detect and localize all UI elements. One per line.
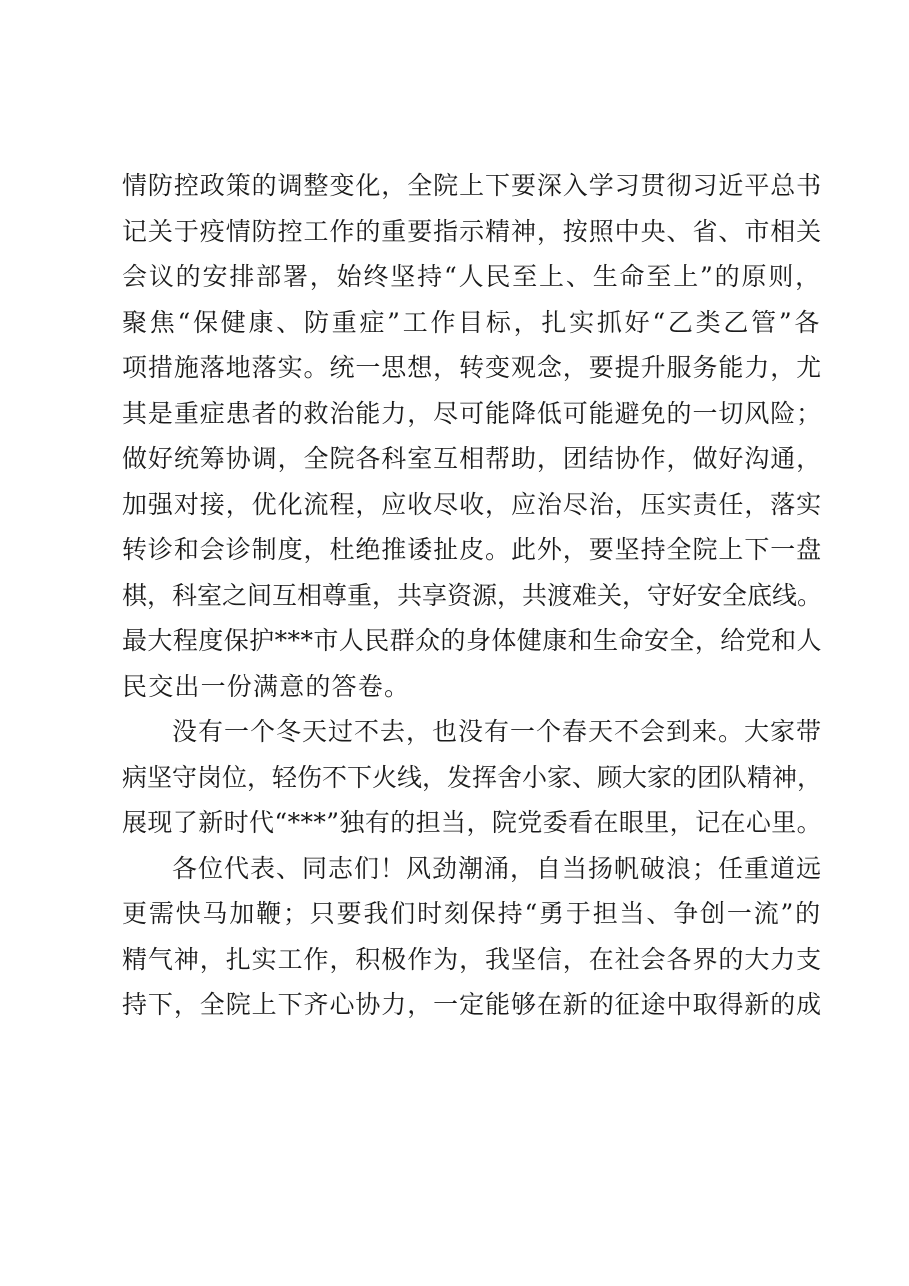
text-line: 记关于疫情防控工作的重要指示精神，按照中央、省、市相关	[122, 216, 823, 246]
text-line: 其是重症患者的救治能力，尽可能降低可能避免的一切风险；	[122, 398, 823, 428]
text-line: 转诊和会诊制度，杜绝推诿扯皮。此外，要坚持全院上下一盘	[122, 535, 823, 564]
body-text	[122, 163, 822, 1028]
text-line: 更需快马加鞭；只要我们时刻保持“勇于担当、争创一流”的	[122, 899, 822, 928]
text-line: 病坚守岗位，轻伤不下火线，发挥舍小家、顾大家的团队精神，	[122, 762, 823, 792]
text-line: 持下，全院上下齐心协力，一定能够在新的征途中取得新的成	[122, 990, 823, 1019]
text-line: 民交出一份满意的答卷。	[122, 671, 411, 701]
text-line: 最大程度保护***市人民群众的身体健康和生命安全，给党和人	[122, 626, 822, 655]
text-line: 会议的安排部署，始终坚持“人民至上、生命至上”的原则，	[122, 262, 822, 291]
text-line: 加强对接，优化流程，应收尽收，应治尽治，压实责任，落实	[122, 489, 823, 519]
text-line: 聚焦“保健康、防重症”工作目标，扎实抓好“乙类乙管”各	[122, 307, 823, 337]
paragraph-first-line: 各位代表、同志们！风劲潮涌，自当扬帆破浪；任重道远	[172, 853, 823, 883]
text-line: 展现了新时代“***”独有的担当，院党委看在眼里，记在心里。	[122, 808, 823, 837]
text-line: 棋，科室之间互相尊重，共享资源，共渡难关，守好安全底线。	[122, 580, 823, 610]
text-line: 情防控政策的调整变化，全院上下要深入学习贯彻习近平总书	[122, 171, 823, 200]
text-line: 精气神，扎实工作，积极作为，我坚信，在社会各界的大力支	[122, 944, 823, 974]
paragraph-first-line: 没有一个冬天过不去，也没有一个春天不会到来。大家带	[172, 717, 823, 746]
text-line: 项措施落地落实。统一思想，转变观念，要提升服务能力，尤	[122, 353, 823, 382]
text-line: 做好统筹协调，全院各科室互相帮助，团结协作，做好沟通，	[122, 444, 823, 473]
